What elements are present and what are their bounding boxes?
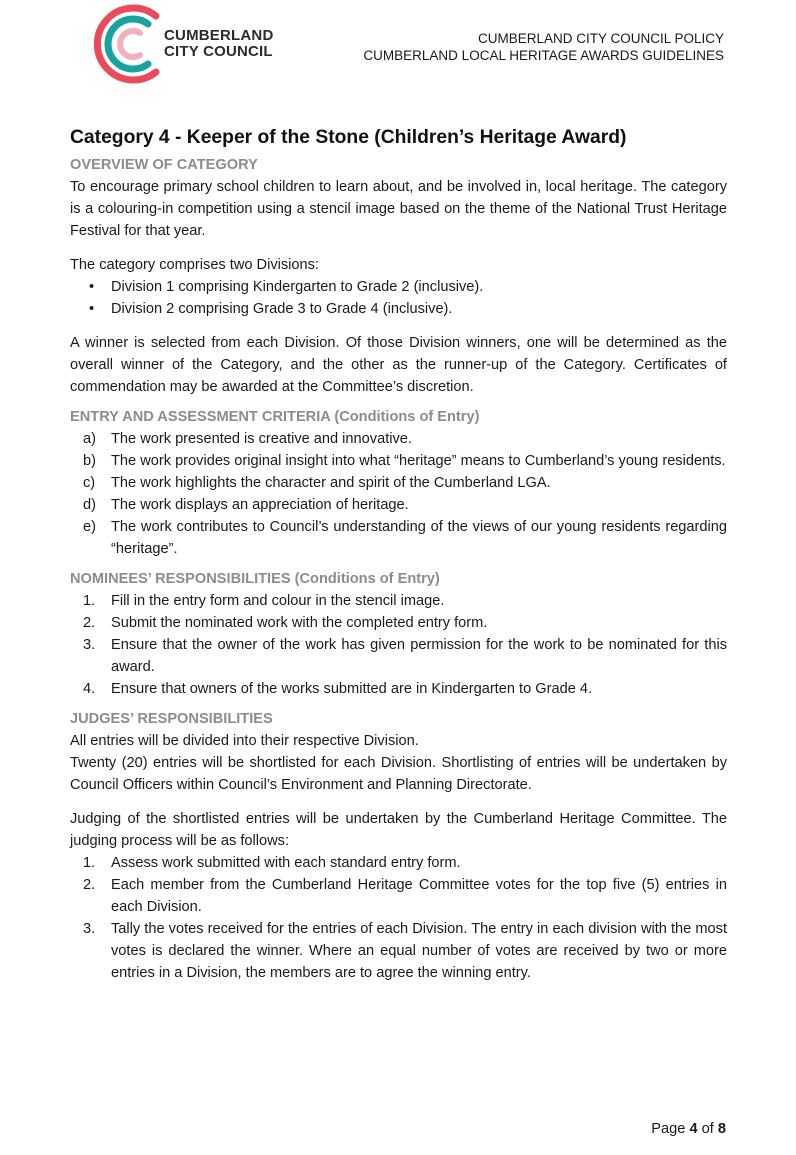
list-item: • Division 1 comprising Kindergarten to Grade 2 (inclusive).	[70, 276, 727, 298]
nominees-list	[70, 590, 727, 700]
list-item: 1. Assess work submitted with each standard entry form.	[83, 855, 461, 871]
bullet-icon: •	[89, 301, 95, 317]
page-content	[70, 126, 727, 984]
council-logo-icon	[84, 2, 164, 86]
list-item: d) The work displays an appreciation of heritage.	[83, 497, 409, 513]
document-header	[363, 30, 724, 64]
division-list	[70, 276, 727, 320]
list-item: b) The work provides original insight into what “heritage” means to Cumberland’s young residents.	[83, 453, 726, 469]
overview-heading: OVERVIEW OF CATEGORY	[70, 157, 258, 173]
overview-paragraph-3: A winner is selected from each Division. Of those Division winners, one will be determined as the overall winner of the Category, and the other as the runner-up of the Category. Certificates of commendation may be awarded at the Committee’s discretion.	[70, 335, 727, 395]
nominees-heading: NOMINEES’ RESPONSIBILITIES (Conditions of Entry)	[70, 571, 440, 587]
list-item: e) The work contributes to Council’s understanding of the views of our young residents regarding “heritage”.	[83, 519, 727, 557]
overview-paragraph-1: To encourage primary school children to learn about, and be involved in, local heritage. The category is a colouring-in competition using a stencil image based on the theme of the National Trust Heritage Festival for that year.	[70, 179, 727, 239]
logo-inner-arc	[120, 31, 140, 57]
judging-process-list	[70, 852, 727, 984]
council-logo	[84, 2, 284, 86]
list-item: a) The work presented is creative and innovative.	[83, 431, 412, 447]
page-title: Category 4 - Keeper of the Stone (Children’s Heritage Award)	[70, 127, 627, 148]
judges-heading: JUDGES’ RESPONSIBILITIES	[70, 711, 273, 727]
list-item: c) The work highlights the character and spirit of the Cumberland LGA.	[83, 475, 551, 491]
judges-paragraph-3: Judging of the shortlisted entries will be undertaken by the Cumberland Heritage Committee. The judging process will be as follows:	[70, 811, 727, 849]
header-line-2: CUMBERLAND LOCAL HERITAGE AWARDS GUIDELINES	[363, 48, 724, 63]
entry-criteria-heading: ENTRY AND ASSESSMENT CRITERIA (Conditions of Entry)	[70, 409, 480, 425]
logo-middle-arc	[108, 19, 148, 69]
list-item: 3. Tally the votes received for the entries of each Division. The entry in each division with the most votes is declared the winner. Where an equal number of votes are received by two or more entries in a Division, the members are to agree the winning entry.	[83, 921, 727, 981]
list-item: 3. Ensure that the owner of the work has given permission for the work to be nominated for this award.	[83, 637, 727, 675]
header-line-1: CUMBERLAND CITY COUNCIL POLICY	[477, 31, 724, 46]
list-item: 1. Fill in the entry form and colour in the stencil image.	[83, 593, 445, 609]
list-item: 4. Ensure that owners of the works submitted are in Kindergarten to Grade 4.	[83, 681, 593, 697]
page-number: Page 4 of 8	[651, 1121, 726, 1137]
bullet-icon: •	[89, 279, 95, 295]
logo-line-2: CITY COUNCIL	[164, 43, 273, 60]
logo-wordmark	[164, 28, 274, 60]
entry-criteria-list	[70, 428, 727, 560]
overview-paragraph-2: The category comprises two Divisions:	[70, 257, 319, 273]
list-item: • Division 2 comprising Grade 3 to Grade 4 (inclusive).	[70, 298, 727, 320]
judges-paragraph-2: Twenty (20) entries will be shortlisted for each Division. Shortlisting of entries will be undertaken by Council Officers within Council’s Environment and Planning Directorate.	[70, 755, 727, 793]
list-item: 2. Submit the nominated work with the completed entry form.	[83, 615, 488, 631]
logo-line-1: CUMBERLAND	[164, 27, 274, 44]
judges-paragraph-1: All entries will be divided into their respective Division.	[70, 733, 419, 749]
list-item: 2. Each member from the Cumberland Heritage Committee votes for the top five (5) entries in each Division.	[83, 877, 727, 915]
